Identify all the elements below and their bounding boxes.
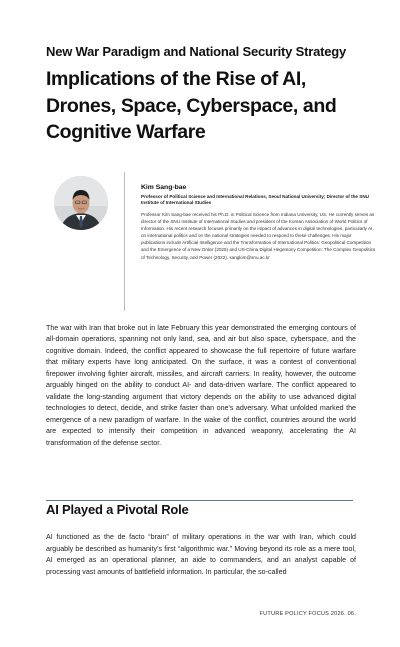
author-portrait-icon xyxy=(54,176,108,230)
article-title: Implications of the Rise of AI, Drones, Space, Cyberspace, and Cognitive Warfare xyxy=(46,68,337,143)
bio-divider xyxy=(124,172,125,311)
author-avatar xyxy=(54,176,108,230)
author-affiliation: Professor of Political Science and International Relations, Seoul National University; Director of the SNU Institute of International Studies xyxy=(141,194,369,205)
section-divider xyxy=(46,500,353,501)
author-name: Kim Sang-bae xyxy=(141,184,187,191)
author-biography: Professor Kim Sang-bae received his Ph.D. in Political Science from Indiana University, US. He currently serves as director of the SNU Institute of International Studies and president of the Korean Association of World Politics of Information. His recent research focuses primarily on the impact of advances in digital technologies, particularly AI, on international politics and on the national strategies needed to respond to these challenges. His major publications include Artificial Intelligence and the Transformation of International Politics: Geopolitical Competition and the Emergence of a New Order (2025) and US-China Digital Hegemony Competition: The Complex Geopolitics of Technology, Security, and Power (2022). sangkim@snu.ac.kr xyxy=(141,212,376,260)
author-bio-box xyxy=(46,172,376,311)
bio-text xyxy=(141,184,376,261)
section-paragraph: AI functioned as the de facto “brain” of military operations in the war with Iran, which could arguably be described as humanity’s first “algorithmic war.” Moving beyond its role as a mere tool, AI emerged as an operational planner, an aide to commanders, and an analyst capable of processing vast amounts of battlefield information. In particular, the so-called xyxy=(46,533,356,576)
page-footer: FUTURE POLICY FOCUS 2026. 06. xyxy=(259,611,356,617)
series-kicker: New War Paradigm and National Security Strategy xyxy=(46,44,347,59)
section-heading: AI Played a Pivotal Role xyxy=(46,502,189,517)
intro-paragraph: The war with Iran that broke out in late February this year demonstrated the emerging contours of all-domain operations, spanning not only land, sea, and air but also space, cyberspace, and the cognitive domain. Indeed, the conflict appeared to showcase the full repertoire of future warfare that military experts have long anticipated. On the surface, it was a contest of conventional firepower involving fighter aircraft, missiles, and aircraft carriers. In reality, however, the outcome arguably hinged on the ability to conduct AI- and data-driven warfare. The conflict appeared to validate the long-standing argument that victory depends on the ability to use advanced digital technologies to detect, decide, and strike faster than one's adversary. What unfolded marked the emergence of a new paradigm of warfare. In the wake of the conflict, countries around the world are expected to intensify their competition in advanced weaponry, accelerating the AI transformation of the defense sector. xyxy=(46,324,356,447)
